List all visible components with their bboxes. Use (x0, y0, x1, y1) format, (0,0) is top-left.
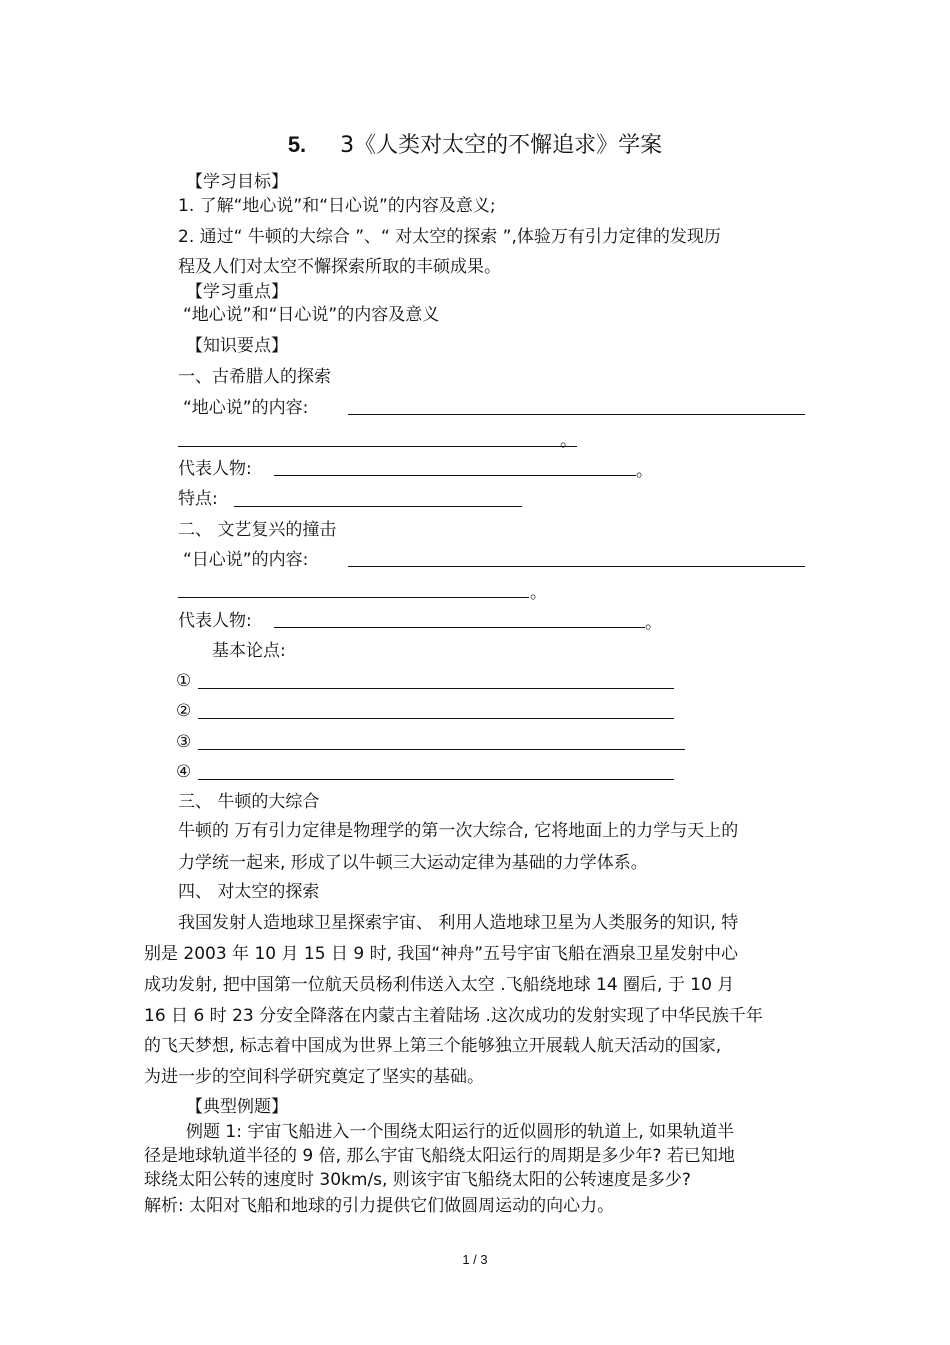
section-1-heading: 一、古希腊人的探索 (178, 367, 331, 387)
title-text: 3《人类对太空的不懈追求》学案 (340, 133, 663, 158)
section-4-line-3: 成功发射, 把中国第一位航天员杨利伟送入太空 .飞船绕地球 14 圈后, 于 10 月 (144, 975, 735, 995)
page-title (0, 131, 950, 160)
point-blank-2[interactable] (198, 718, 674, 719)
geocentric-rep-blank[interactable] (274, 475, 636, 476)
heliocentric-content-label: “日心说”的内容: (183, 550, 309, 570)
example-question-line-2: 径是地球轨道半径的 9 倍, 那么宇宙飞船绕太阳运行的周期是多少年? 若已知地 (144, 1146, 735, 1166)
period-mark: 。 (645, 613, 662, 633)
points-heading: 【知识要点】 (186, 336, 288, 356)
focus-text: “地心说”和“日心说”的内容及意义 (183, 305, 440, 325)
heliocentric-rep-label: 代表人物: (178, 611, 252, 631)
heliocentric-content-blank-1[interactable] (348, 566, 805, 567)
title-number: 5. (287, 132, 307, 157)
section-4-line-4: 16 日 6 时 23 分安全降落在内蒙古主着陆场 .这次成功的发射实现了中华民族千年 (144, 1006, 763, 1026)
feature-blank[interactable] (234, 506, 522, 507)
point-marker-1: ① (176, 671, 192, 691)
example-question-line-3: 球绕太阳公转的速度时 30km/s, 则该宇宙飞船绕太阳的公转速度是多少? (144, 1170, 691, 1190)
geocentric-content-label: “地心说”的内容: (183, 398, 309, 418)
point-blank-1[interactable] (198, 688, 674, 689)
point-blank-4[interactable] (198, 779, 674, 780)
period-mark: 。 (560, 431, 577, 451)
example-question-line-1: 例题 1: 宇宙飞船进入一个围绕太阳运行的近似圆形的轨道上, 如果轨道半 (186, 1122, 735, 1142)
section-4-line-5: 的飞天梦想, 标志着中国成为世界上第三个能够独立开展载人航天活动的国家, (144, 1036, 722, 1056)
example-heading: 【典型例题】 (186, 1097, 288, 1117)
example-answer: 解析: 太阳对飞船和地球的引力提供它们做圆周运动的向心力。 (144, 1196, 615, 1216)
goals-heading: 【学习目标】 (186, 172, 288, 192)
section-2-heading: 二、 文艺复兴的撞击 (178, 520, 337, 540)
point-marker-3: ③ (176, 732, 192, 752)
point-marker-4: ④ (176, 762, 192, 782)
goal-item-1: 1. 了解“地心说”和“日心说”的内容及意义; (178, 196, 496, 216)
goal-item-2-line-1: 2. 通过“ 牛顿的大综合 ”、“ 对太空的探索 ”,体验万有引力定律的发现历 (178, 227, 721, 247)
heliocentric-content-blank-2[interactable] (178, 597, 529, 598)
focus-heading: 【学习重点】 (186, 282, 288, 302)
section-4-line-1: 我国发射人造地球卫星探索宇宙、 利用人造地球卫星为人类服务的知识, 特 (178, 913, 739, 933)
geocentric-content-blank-1[interactable] (348, 414, 805, 415)
heliocentric-rep-blank[interactable] (274, 627, 645, 628)
section-3-paragraph-line-1: 牛顿的 万有引力定律是物理学的第一次大综合, 它将地面上的力学与天上的 (178, 821, 739, 841)
goal-item-2-line-2: 程及人们对太空不懈探索所取的丰硕成果。 (178, 257, 501, 277)
section-3-paragraph-line-2: 力学统一起来, 形成了以牛顿三大运动定律为基础的力学体系。 (178, 853, 648, 873)
section-4-line-6: 为进一步的空间科学研究奠定了坚实的基础。 (144, 1067, 484, 1087)
geocentric-content-blank-2[interactable] (178, 446, 577, 447)
period-mark: 。 (636, 461, 653, 481)
section-4-line-2: 别是 2003 年 10 月 15 日 9 时, 我国“神舟”五号宇宙飞船在酒泉卫星发射中心 (144, 944, 738, 964)
section-4-heading: 四、 对太空的探索 (178, 882, 320, 902)
feature-label: 特点: (178, 489, 218, 509)
page-number: 1 / 3 (462, 1252, 488, 1267)
point-blank-3[interactable] (198, 749, 685, 750)
basic-points-label: 基本论点: (212, 641, 286, 661)
section-3-heading: 三、 牛顿的大综合 (178, 792, 320, 812)
point-marker-2: ② (176, 701, 192, 721)
geocentric-rep-label: 代表人物: (178, 459, 252, 479)
period-mark: 。 (530, 583, 547, 603)
